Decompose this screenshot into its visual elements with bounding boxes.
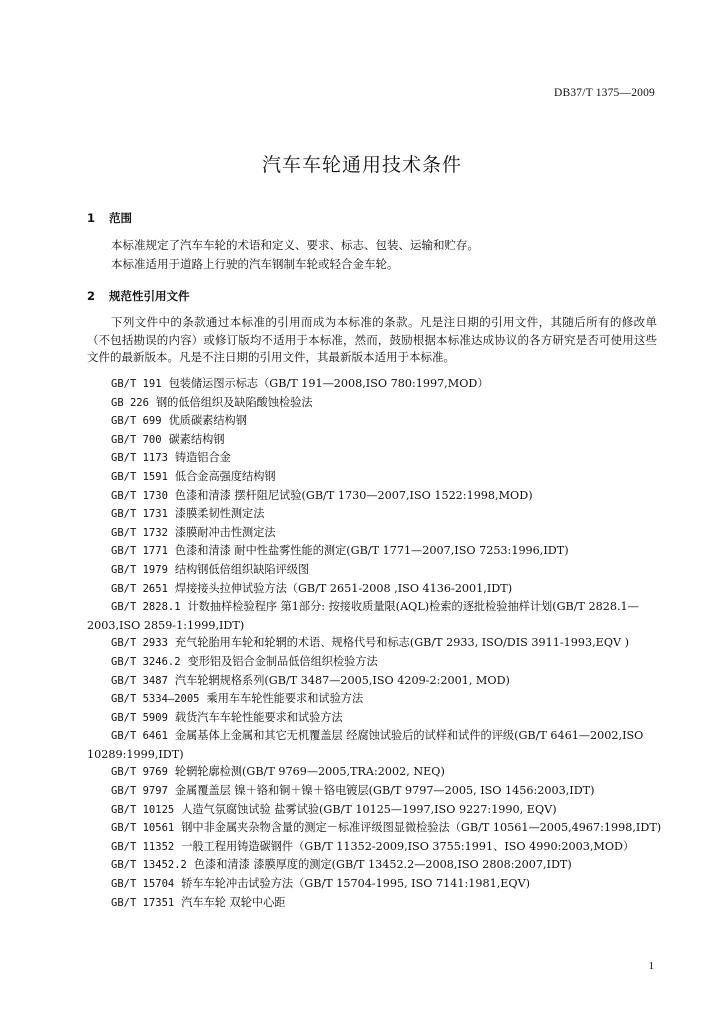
reference-list: [87, 375, 662, 912]
scope-paragraph-2: 本标准适用于道路上行驶的汽车钢制车轮或轻合金车轮。: [111, 257, 399, 271]
reference-code: GB/T 191: [111, 378, 162, 390]
reference-item: [87, 782, 662, 801]
reference-title: 色漆和清漆 摆杆阻尼试验(GB/T 1730—2007,ISO 1522:1998,MOD): [174, 488, 533, 502]
reference-title: 金属基体上金属和其它无机覆盖层 经腐蚀试验后的试样和试件的评级(GB/T 6461—2002,ISO 10289:1999,IDT): [87, 729, 644, 761]
reference-code: GB/T 2828.1: [111, 601, 181, 614]
reference-item: [87, 561, 662, 580]
section-number: 2: [87, 289, 96, 303]
reference-title: 钢中非金属夹杂物含量的测定－标准评级图显微检验法（GB/T 10561—2005,4967:1998,IDT): [181, 821, 662, 835]
section-number: 1: [87, 211, 96, 225]
reference-item: [87, 763, 662, 782]
reference-code: GB/T 3487: [111, 674, 168, 687]
section-heading-scope: [87, 210, 132, 226]
standard-code: DB37/T 1375—2009: [553, 87, 655, 99]
reference-code: GB/T 17351: [111, 896, 175, 909]
reference-item: [87, 653, 662, 672]
reference-title: 铸造铝合金: [174, 451, 231, 465]
reference-item: [87, 875, 662, 894]
reference-title: 结构钢低倍组织缺陷评级图: [174, 562, 310, 576]
reference-item: [87, 487, 662, 506]
reference-code: GB/T 5334—2005: [111, 693, 200, 706]
reference-code: GB/T 3246.2: [111, 655, 181, 668]
reference-code: GB/T 10125: [111, 803, 175, 816]
reference-item: [87, 524, 662, 543]
reference-title: 计数抽样检验程序 第1部分: 按接收质量限(AQL)检索的逐批检验抽样计划(GB/T 2828.1—2003,ISO 2859-1:1999,IDT): [87, 600, 639, 632]
section-title: 范围: [109, 211, 132, 225]
reference-code: GB/T 10561: [111, 822, 175, 835]
reference-title: 碳素结构钢: [168, 432, 225, 446]
reference-title: 一般工程用铸造碳钢件（GB/T 11352-2009,ISO 3755:1991、ISO 4990:2003,MOD）: [181, 839, 635, 853]
reference-code: GB/T 2651: [111, 582, 168, 595]
reference-title: 优质碳素结构钢: [168, 414, 247, 428]
reference-item: [87, 468, 662, 487]
reference-code: GB 226: [111, 396, 149, 409]
reference-code: GB/T 6461: [111, 730, 168, 743]
reference-title: 色漆和清漆 漆膜厚度的测定(GB/T 13452.2—2008,ISO 2808:2007,IDT): [193, 858, 572, 872]
reference-title: 包装储运图示标志（GB/T 191—2008,ISO 780:1997,MOD）: [168, 377, 489, 390]
normative-references-intro: 下列文件中的条款通过本标准的引用而成为本标准的条款。凡是注日期的引用文件，其随后所有的修改单（不包括勘误的内容）或修订版均不适用于本标准，然而，鼓励根据本标准达成协议的各方研究是否可使用这些文件的最新版本。凡是不注日期的引用文件，其最新版本适用于本标准。: [87, 315, 657, 364]
reference-item: [87, 634, 662, 653]
scope-paragraph-1: 本标准规定了汽车车轮的术语和定义、要求、标志、包装、运输和贮存。: [111, 238, 479, 252]
reference-title: 充气轮胎用车轮和轮辋的术语、规格代号和标志(GB/T 2933, ISO/DIS 3911-1993,EQV ): [174, 636, 629, 650]
reference-code: GB/T 2933: [111, 637, 168, 650]
reference-code: GB/T 9797: [111, 785, 168, 798]
reference-title: 漆膜柔韧性测定法: [174, 507, 265, 521]
reference-code: GB/T 1173: [111, 452, 168, 465]
reference-item: [87, 894, 662, 913]
reference-item: [87, 542, 662, 561]
reference-code: GB/T 1732: [111, 526, 168, 539]
reference-code: GB/T 15704: [111, 878, 175, 891]
reference-title: 色漆和清漆 耐中性盐雾性能的测定(GB/T 1771—2007,ISO 7253:1996,IDT): [174, 544, 569, 558]
reference-title: 金属覆盖层 镍＋铬和铜＋镍＋铬电镀层(GB/T 9797—2005, ISO 1456:2003,IDT): [174, 784, 595, 798]
reference-title: 乘用车车轮性能要求和试验方法: [206, 692, 364, 706]
page-number: 1: [648, 960, 654, 972]
reference-code: GB/T 9769: [111, 766, 168, 779]
document-title: 汽车车轮通用技术条件: [261, 154, 462, 176]
reference-title: 低合金高强度结构钢: [174, 469, 276, 483]
reference-item: [87, 412, 662, 431]
reference-title: 载货汽车车轮性能要求和试验方法: [174, 710, 343, 724]
reference-code: GB/T 11352: [111, 840, 175, 853]
reference-title: 漆膜耐冲击性测定法: [174, 525, 276, 539]
reference-title: 人造气氛腐蚀试验 盐雾试验(GB/T 10125—1997,ISO 9227:1990, EQV): [181, 802, 557, 816]
reference-item: [87, 819, 662, 838]
reference-title: 汽车轮辋规格系列(GB/T 3487—2005,ISO 4209-2:2001, MOD): [174, 673, 510, 687]
reference-title: 变形铝及铝合金制品低倍组织检验方法: [187, 654, 378, 668]
reference-item: [87, 580, 662, 599]
section-title: 规范性引用文件: [109, 289, 190, 303]
reference-code: GB/T 1771: [111, 545, 168, 558]
reference-item: [87, 598, 662, 634]
reference-code: GB/T 1731: [111, 508, 168, 521]
reference-code: GB/T 1979: [111, 563, 168, 576]
reference-item: [87, 838, 662, 857]
reference-code: GB/T 1730: [111, 489, 168, 502]
reference-item: [87, 801, 662, 820]
reference-title: 钢的低倍组织及缺陷酸蚀检验法: [155, 395, 313, 409]
reference-item: [87, 727, 662, 763]
reference-item: [87, 690, 662, 709]
reference-item: [87, 375, 662, 394]
reference-code: GB/T 1591: [111, 470, 168, 483]
reference-item: [87, 505, 662, 524]
reference-item: [87, 431, 662, 450]
reference-item: [87, 449, 662, 468]
reference-title: 焊接接头拉伸试验方法（GB/T 2651-2008 ,ISO 4136-2001,IDT): [174, 581, 513, 595]
reference-title: 轮辋轮廓检测(GB/T 9769—2005,TRA:2002, NEQ): [174, 765, 445, 779]
reference-code: GB/T 13452.2: [111, 859, 187, 872]
section-heading-normative-references: [87, 288, 190, 304]
reference-title: 汽车车轮 双轮中心距: [181, 895, 286, 909]
reference-code: GB/T 700: [111, 433, 162, 446]
reference-code: GB/T 699: [111, 415, 162, 428]
reference-item: [87, 394, 662, 413]
reference-code: GB/T 5909: [111, 711, 168, 724]
reference-item: [87, 672, 662, 691]
reference-item: [87, 709, 662, 728]
reference-item: [87, 856, 662, 875]
reference-title: 轿车车轮冲击试验方法（GB/T 15704-1995, ISO 7141:1981,EQV): [181, 877, 531, 891]
